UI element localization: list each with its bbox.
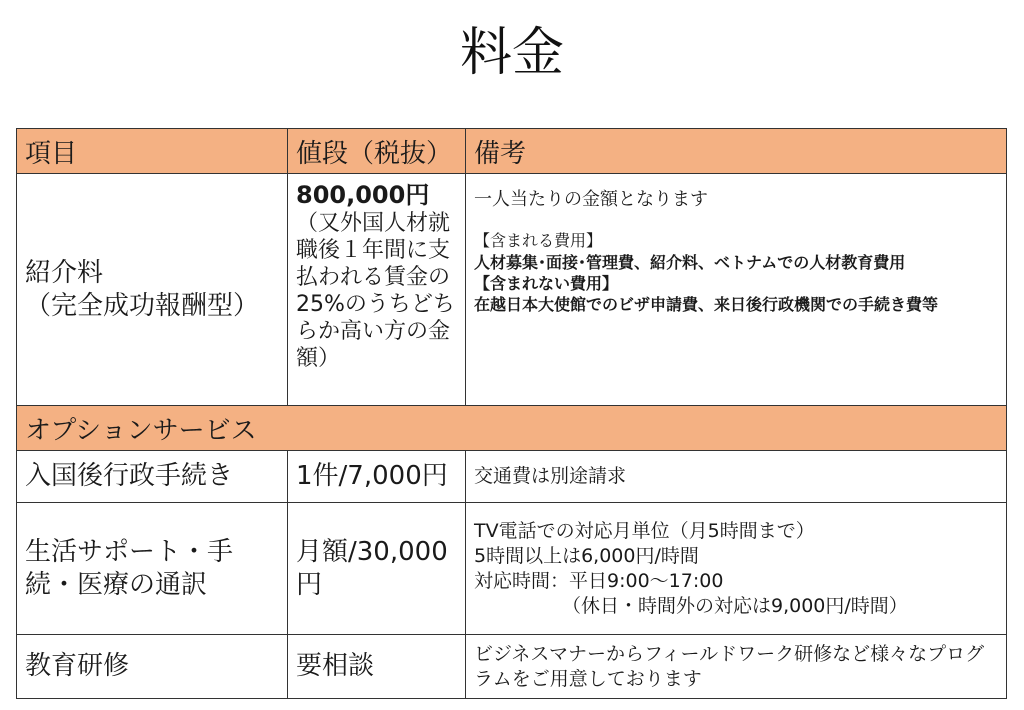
pricing-table	[16, 128, 1007, 699]
option-note-cell	[466, 503, 1007, 635]
option-note-line: ビジネスマナーからフィールドワーク研修など様々なプログラムをご用意しております	[474, 642, 985, 690]
option-note-line: 対応時間：平日9:00～17:00	[474, 569, 724, 592]
referral-price-main: 800,000円	[296, 181, 430, 209]
option-price-cell: 要相談	[288, 635, 466, 699]
option-item-cell: 教育研修	[17, 635, 288, 699]
included-costs-heading: 【含まれる費用】	[474, 231, 603, 250]
header-item: 項目	[17, 129, 288, 174]
excluded-costs-text: 在越日本大使館でのビザ申請費、来日後行政機関での手続き費等	[474, 295, 939, 314]
option-item-cell: 生活サポート・手続・医療の通訳	[17, 503, 288, 635]
page-title: 料金	[459, 23, 564, 83]
table-row-option	[17, 635, 1007, 699]
option-note-line: 交通費は別途請求	[474, 465, 627, 487]
header-note: 備考	[466, 129, 1007, 174]
included-costs-text: 人材募集･面接･管理費、紹介料、ベトナムでの人材教育費用	[474, 253, 906, 272]
option-price-cell: 1件/7,000円	[288, 451, 466, 503]
referral-item-cell	[17, 174, 288, 406]
option-note-line: TV電話での対応月単位（月5時間まで）	[474, 519, 815, 542]
referral-note-line: 一人当たりの金額となります	[474, 189, 708, 210]
option-note-line: 5時間以上は6,000円/時間	[474, 544, 699, 567]
referral-note-cell	[466, 174, 1007, 406]
table-header-row	[17, 129, 1007, 174]
option-item-cell: 入国後行政手続き	[17, 451, 288, 503]
referral-item-sublabel: （完全成功報酬型）	[25, 290, 260, 321]
option-note-cell	[466, 635, 1007, 699]
referral-price-cell	[288, 174, 466, 406]
table-row-option	[17, 503, 1007, 635]
table-row-referral-fee	[17, 174, 1007, 406]
referral-item-label: 紹介料	[25, 257, 104, 288]
option-price-cell: 月額/30,000円	[288, 503, 466, 635]
option-services-header-row	[17, 406, 1007, 451]
excluded-costs-heading: 【含まれない費用】	[474, 274, 619, 293]
header-price: 値段（税抜）	[288, 129, 466, 174]
table-row-option	[17, 451, 1007, 503]
option-note-cell	[466, 451, 1007, 503]
option-note-line: （休日・時間外の対応は9,000円/時間）	[562, 594, 908, 617]
option-services-header: オプションサービス	[17, 406, 1007, 451]
referral-price-note: （又外国人材就職後１年間に支払われる賃金の25%のうちどちらか高い方の金額）	[296, 211, 455, 371]
